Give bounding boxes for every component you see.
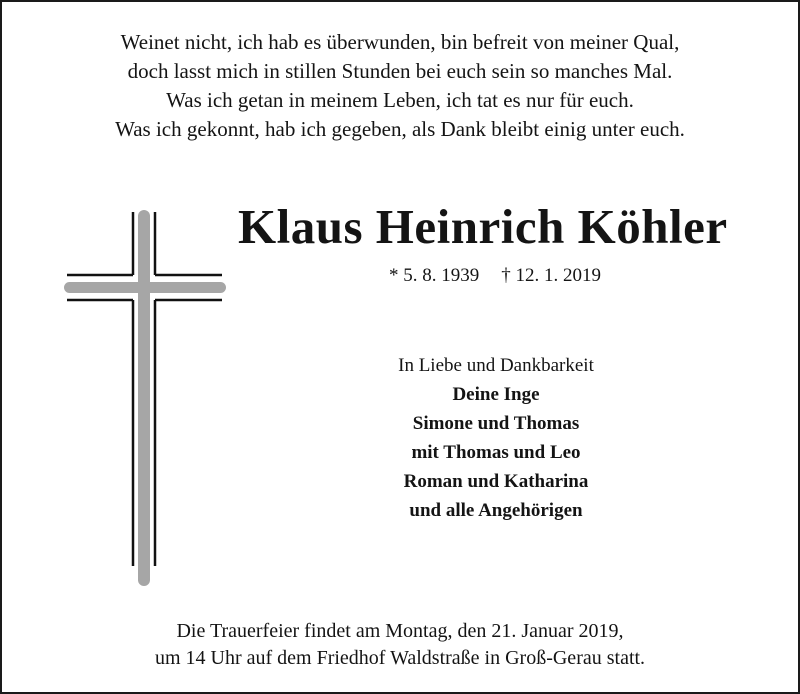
poem-line-3: Was ich getan in meinem Leben, ich tat es nur für euch. — [166, 88, 634, 112]
funeral-info-line-1: Die Trauerfeier findet am Montag, den 21. Januar 2019, — [176, 620, 624, 642]
mourner-name: Roman und Katharina — [403, 471, 589, 492]
funeral-info — [2, 618, 798, 672]
mourner-name: und alle Angehörigen — [409, 500, 583, 521]
poem-line-2: doch lasst mich in stillen Stunden bei euch sein so manches Mal. — [127, 59, 673, 83]
poem-line-4: Was ich gekonnt, hab ich gegeben, als Dank bleibt einig unter euch. — [115, 117, 685, 141]
cross-horizontal-beam — [64, 282, 226, 293]
mourner-name: mit Thomas und Leo — [411, 442, 581, 463]
mourners-block — [367, 351, 625, 525]
mourners-intro: In Liebe und Dankbarkeit — [398, 355, 594, 376]
deceased-name: Klaus Heinrich Köhler — [238, 199, 728, 254]
cross-vertical-beam — [138, 210, 150, 586]
mourner-name: Simone und Thomas — [412, 413, 580, 434]
death-date: † 12. 1. 2019 — [501, 265, 601, 286]
poem-line-1: Weinet nicht, ich hab es überwunden, bin befreit von meiner Qual, — [120, 30, 680, 54]
birth-date: * 5. 8. 1939 — [389, 265, 480, 286]
funeral-info-line-2: um 14 Uhr auf dem Friedhof Waldstraße in Groß-Gerau statt. — [154, 647, 646, 669]
cross-icon — [62, 210, 228, 586]
life-dates — [389, 265, 601, 287]
memorial-poem — [2, 28, 798, 144]
mourner-name: Deine Inge — [452, 384, 540, 405]
